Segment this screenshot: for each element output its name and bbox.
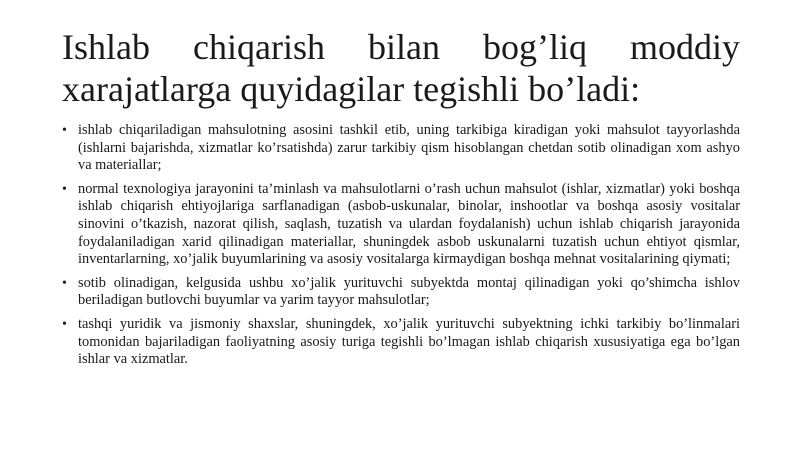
bullet-item-1 [62, 122, 740, 175]
bullet-text: tashqi yuridik va jismoniy shaxslar, shuningdek, xo’jalik yurituvchi subyektning ichki tarkibiy bo’linmalari tomonidan bajariladigan faoliyatning asosiy turiga tegishli bo’lmagan ishlab chiqarish xususiyatiga ega bo’lgan ishlar va xizmatlar. [78, 315, 740, 368]
bullet-text: ishlab chiqariladigan mahsulotning asosini tashkil etib, uning tarkibiga kiradigan yoki mahsulot tayyorlashda (ishlarni bajarishda, xizmatlar ko’rsatishda) zarur tarkibiy qism hisoblangan chetdan sotib olinadigan xom ashyo va materiallar; [78, 122, 740, 174]
bullet-text: normal texnologiya jarayonini ta’minlash va mahsulotlarni o’rash uchun mahsulot (ishlar, xizmatlar) yoki boshqa ishlab chiqarish ehtiyojlariga sarflanadigan (asbob-uskunalar, binolar, inshootlar va boshqa asosiy vositalar sinovini o’tkazish, nazorat qilish, saqlash, tuzatish va ulardan foydalanish) uchun ishlab chiqarish jarayonida foydalaniladigan xarid qilinadigan materiallar, shuningdek asbob uskunalarni tuzatish uchun ehtiyot qismlar, inventarlarning, xo’jalik buyumlarining va asosiy vositalarga kirmaydigan boshqa mehnat vositalarining qiymati; [78, 180, 740, 268]
bullet-item-2 [62, 181, 740, 269]
bullet-text: sotib olinadigan, kelgusida ushbu xo’jalik yurituvchi subyektda montaj qilinadigan yoki qo’shimcha ishlov beriladigan butlovchi buyumlar va yarim tayyor mahsulotlar; [78, 274, 740, 309]
bullet-dot-icon: • [62, 316, 67, 332]
bullet-list [62, 122, 740, 369]
slide-title: Ishlab chiqarish bilan bog’liq moddiy xarajatlarga quyidagilar tegishli bo’ladi: [62, 27, 740, 109]
bullet-dot-icon: • [62, 181, 67, 197]
bullet-dot-icon: • [62, 123, 67, 138]
bullet-dot-icon: • [62, 275, 67, 291]
bullet-item-4 [62, 316, 740, 369]
bullet-item-3 [62, 275, 740, 310]
